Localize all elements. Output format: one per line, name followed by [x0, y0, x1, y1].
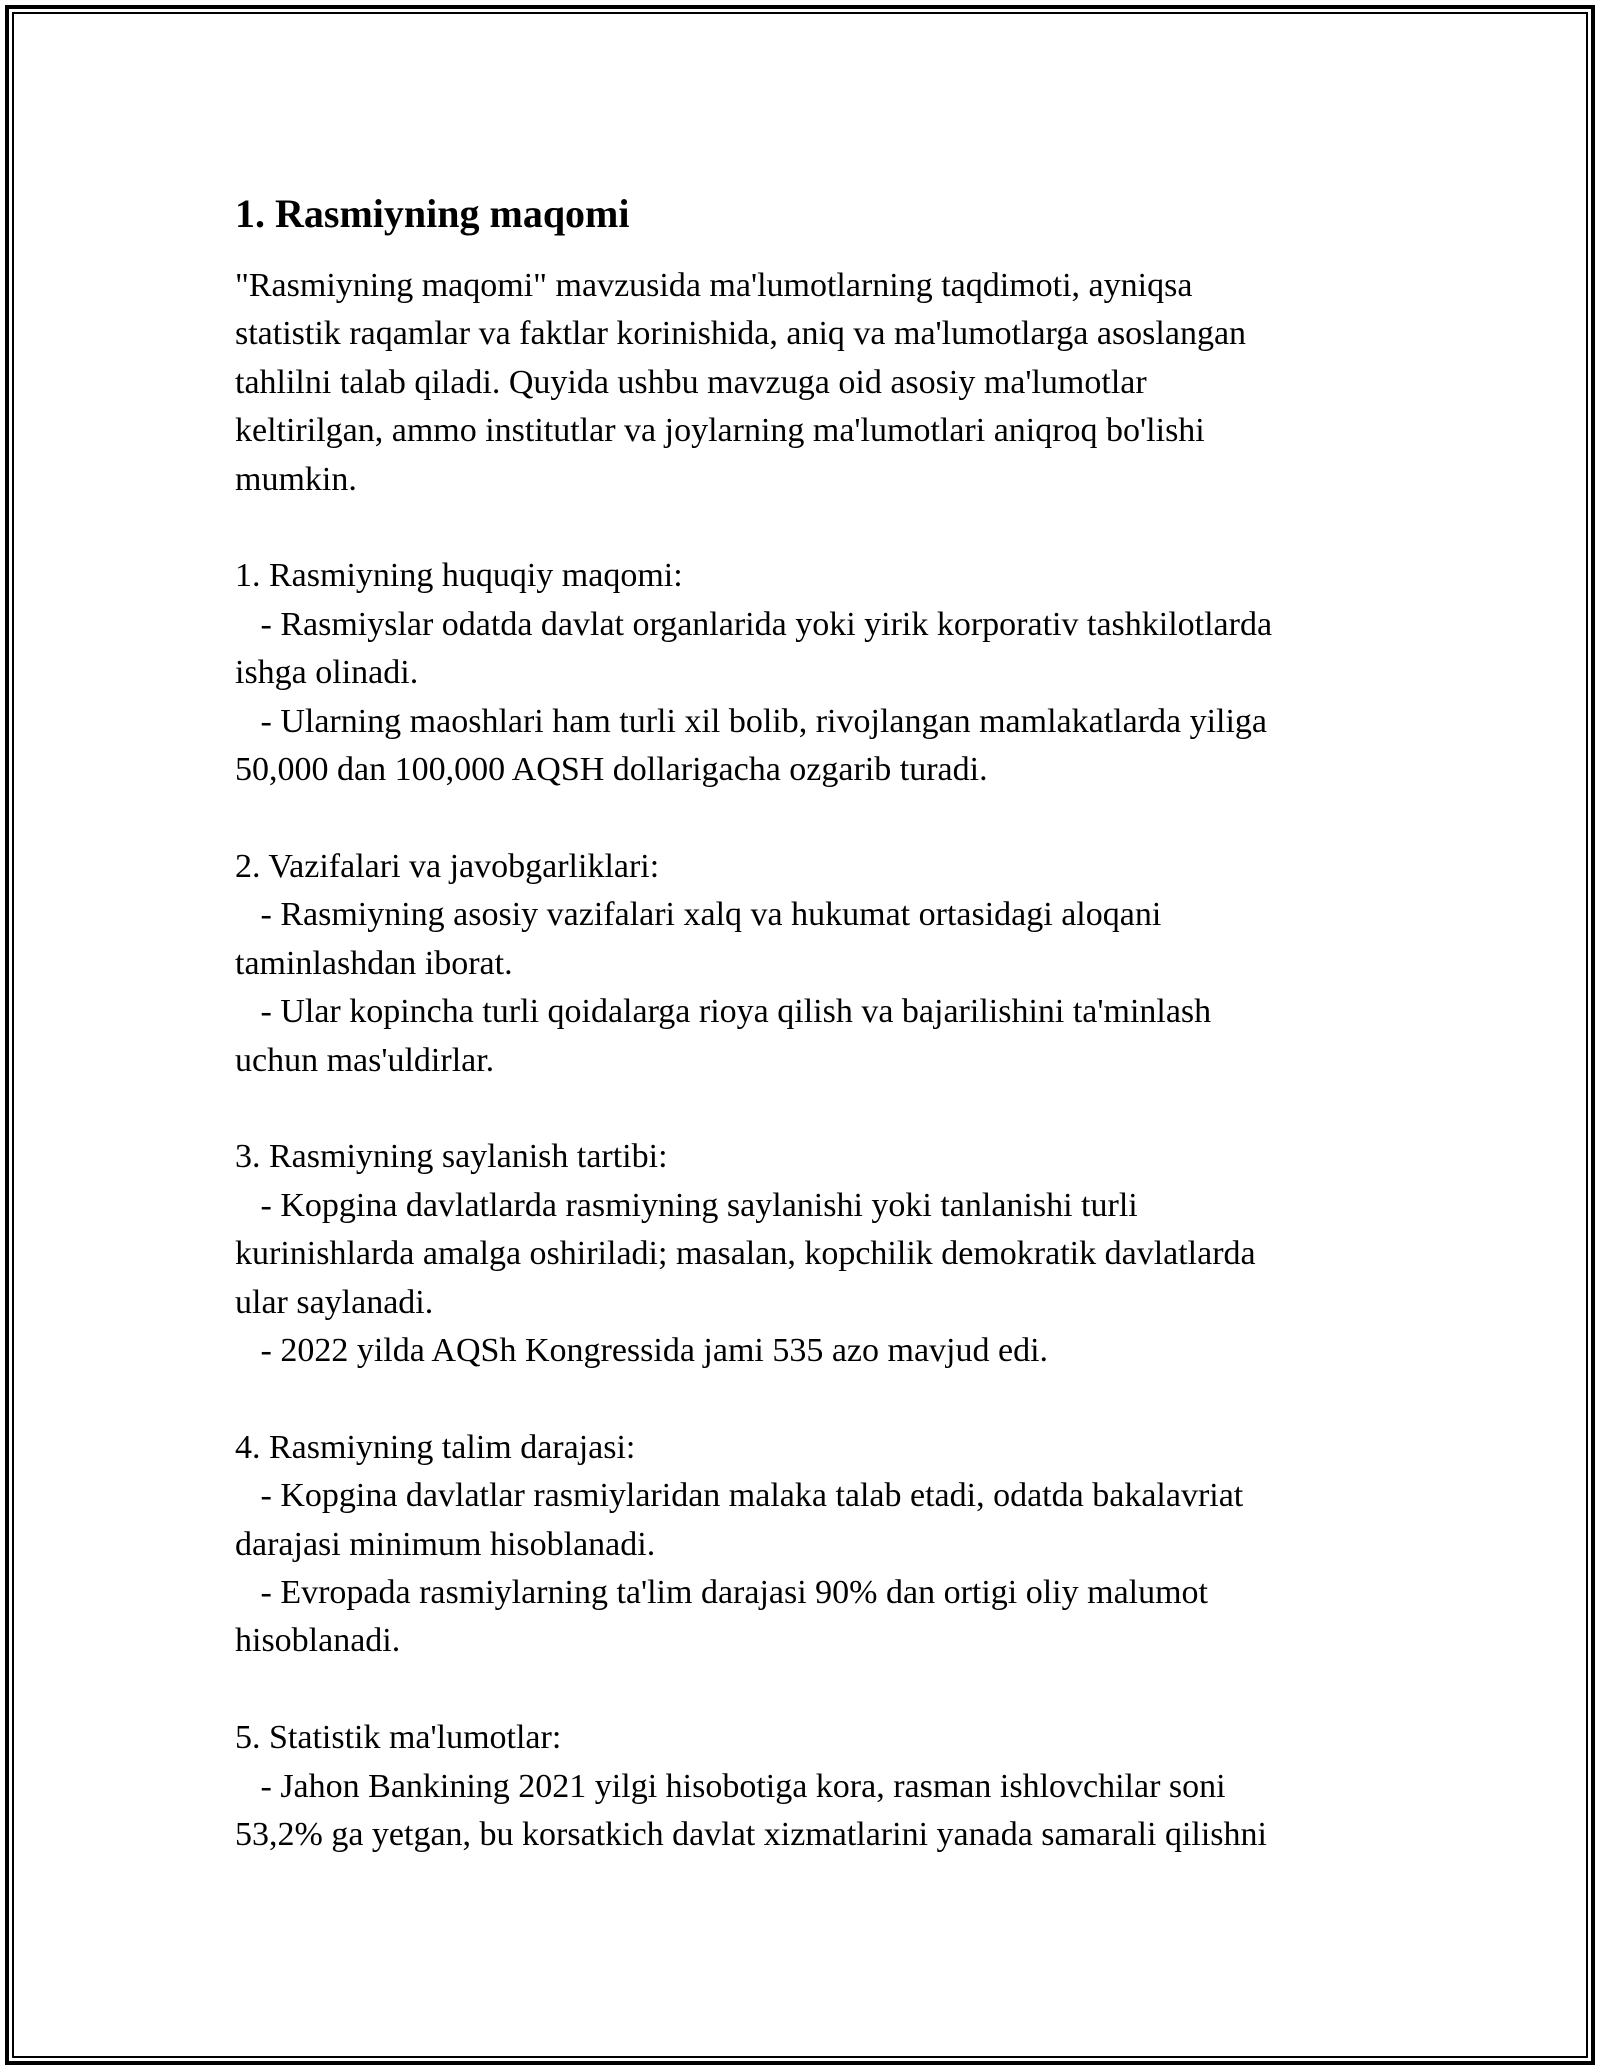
document-body: "Rasmiyning maqomi" mavzusida ma'lumotlarning taqdimoti, ayniqsa statistik raqamlar va faktlar korinishida, aniq va ma'lumotlarga asoslangan tahlilni talab qiladi. Quyida ushbu mavzuga oid asosiy ma'lumotlar keltirilgan, ammo institutlar va joylarning ma'lumotlari aniqroq bo'lishi mumkin. 1. Rasmiyning huquqiy maqomi: - Rasmiyslar odatda davlat organlarida yoki yirik korporativ tashkilotlarda ishga olinadi. - Ularning maoshlari ham turli xil bolib, rivojlangan mamlakatlarda yiliga 50,000 dan 100,000 AQSH dollarigacha ozgarib turadi. 2. Vazifalari va javobgarliklari: - Rasmiyning asosiy vazifalari xalq va hukumat ortasidagi aloqani taminlashdan iborat. - Ular kopincha turli qoidalarga rioya qilish va bajarilishini ta'minlash uchun mas'uldirlar. 3. Rasmiyning saylanish tartibi: - Kopgina davlatlarda rasmiyning saylanishi yoki tanlanishi turli kurinishlarda amalga oshiriladi; masalan, kopchilik demokratik davlatlarda ular saylanadi. - 2022 yilda AQSh Kongressida jami 535 azo mavjud edi. 4. Rasmiyning talim darajasi: - Kopgina davlatlar rasmiylaridan malaka talab etadi, odatda bakalavriat darajasi minimum hisoblanadi. - Evropada rasmiylarning ta'lim darajasi 90% dan ortigi oliy malumot hisoblanadi. 5. Statistik ma'lumotlar: - Jahon Bankining 2021 yilgi hisobotiga kora, rasman ishlovchilar soni 53,2% ga yetgan, bu korsatkich davlat xizmatlarini yanada samarali qilishni [235, 267, 1273, 1853]
document-title: 1. Rasmiyning maqomi [235, 191, 630, 236]
document-content [235, 186, 1375, 1859]
